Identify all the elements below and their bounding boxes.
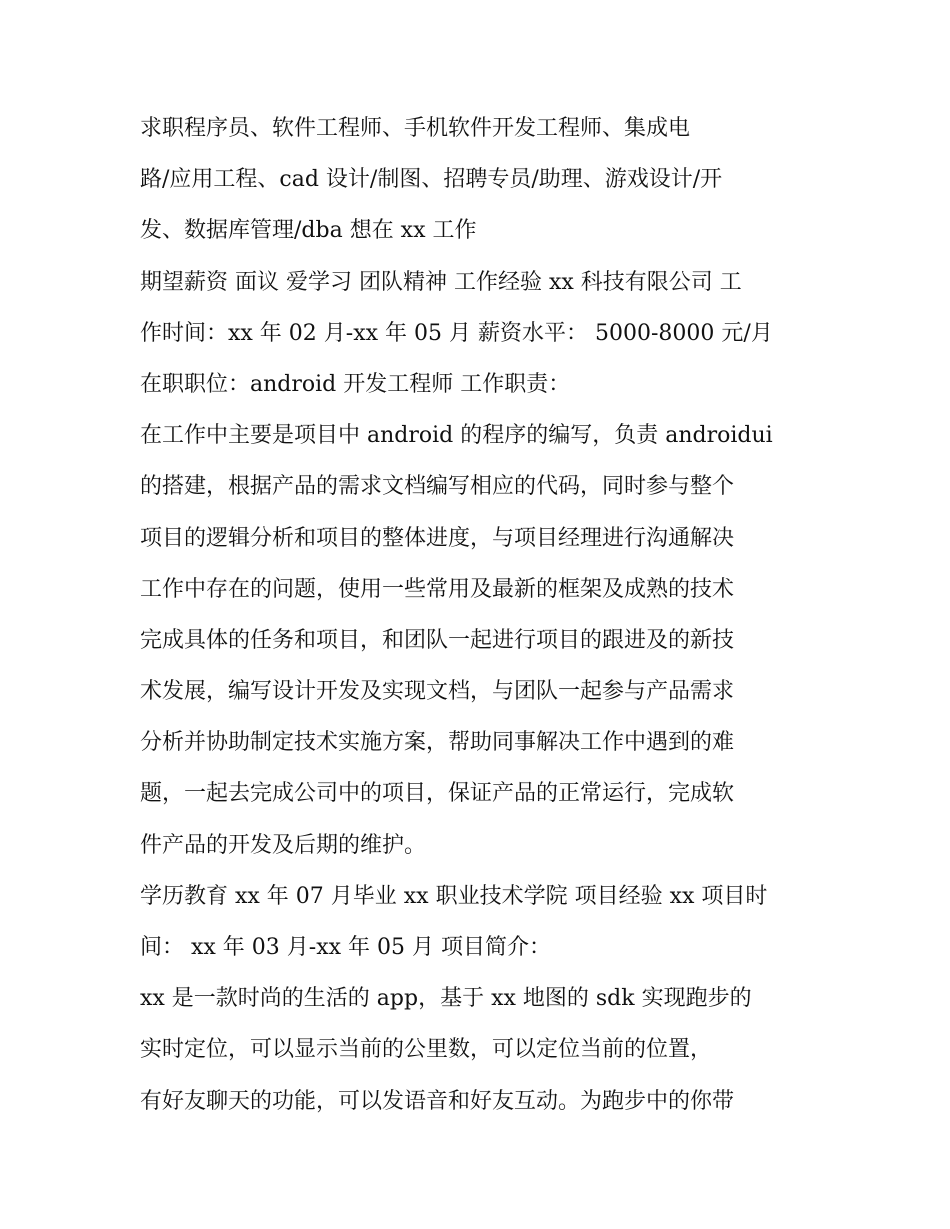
text-line: 期望薪资 面议 爱学习 团队精神 工作经验 xx 科技有限公司 工 [140,269,742,295]
text-line: 的搭建，根据产品的需求文档编写相应的代码，同时参与整个 [140,474,735,500]
text-line: 发、数据库管理/dba 想在 xx 工作 [140,218,477,244]
text-line: 学历教育 xx 年 07 月毕业 xx 职业技术学院 项目经验 xx 项目时 [140,883,768,909]
text-line: 项目的逻辑分析和项目的整体进度，与项目经理进行沟通解决 [140,525,735,551]
text-line: 实时定位，可以显示当前的公里数，可以定位当前的位置， [140,1037,713,1063]
text-line: 分析并协助制定技术实施方案，帮助同事解决工作中遇到的难 [140,730,735,756]
text-line: 求职程序员、软件工程师、手机软件开发工程师、集成电 [140,116,691,141]
text-line: xx 是一款时尚的生活的 app，基于 xx 地图的 sdk 实现跑步的 [140,986,752,1012]
text-line: 题，一起去完成公司中的项目，保证产品的正常运行，完成软 [140,781,735,807]
text-line: 完成具体的任务和项目，和团队一起进行项目的跟进及的新技 [140,627,735,653]
text-line: 工作中存在的问题，使用一些常用及最新的框架及成熟的技术 [140,576,735,602]
text-line: 在职职位：android 开发工程师 工作职责： [140,371,571,397]
text-line: 路/应用工程、cad 设计/制图、招聘专员/助理、游戏设计/开 [140,167,723,193]
text-line: 作时间：xx 年 02 月-xx 年 05 月 薪资水平： 5000-8000 元/月 [140,320,773,346]
resume-text-body [140,103,820,1127]
text-line: 有好友聊天的功能，可以发语音和好友互动。为跑步中的你带 [140,1088,735,1114]
text-line: 在工作中主要是项目中 android 的程序的编写，负责 androidui [140,423,773,449]
text-line: 件产品的开发及后期的维护。 [140,832,427,858]
text-line: 术发展，编写设计开发及实现文档，与团队一起参与产品需求 [140,679,735,705]
text-line: 间： xx 年 03 月-xx 年 05 月 项目简介： [140,935,551,960]
